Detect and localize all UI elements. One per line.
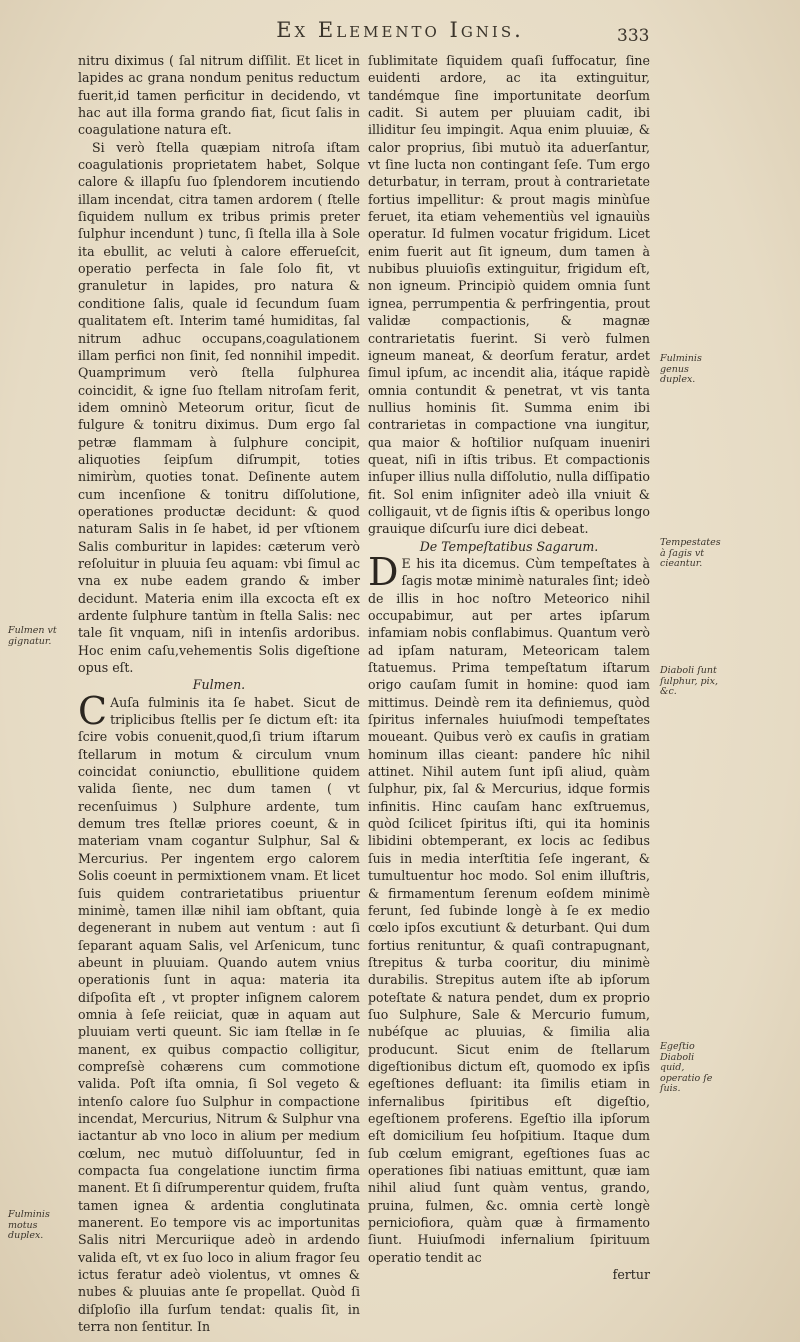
left-paragraph-2: Si verò ſtella quæpiam nitroſa iſtam coagulationis proprietatem habet, Solque calore & illapſu ſuo ſplendorem incutiendo illam incendat, citra tamen ardorem ( ſtelle ſiquidem nullum ex tribus primis preter ſulphur incendunt ) tunc, ſi ſtella illa à Sole ita ebullit, ac veluti à calore efferueſcit, operatio perfecta in ſale ſolo fit, vt granuletur in lapides, pro natura & conditione ſalis, quale id ſecundum ſuam qualitatem eſt. Interim tamé humiditas, ſal nitrum adhuc occupans,coagulationem illam perfici non ſinit, ſed nonnihil impedit. Quamprimum verò ſtella ſulphurea coincidit, & igne ſuo ſtellam nitroſam ferit, idem omninò Meteorum oritur, ſicut de fulgure & tonitru diximus. Dum ergo ſal petræ flammam à ſulphure concipit, aliquoties ſeipſum diſrumpit, toties nimirùm, quoties tonat. Deſinente autem cum incenſione & tonitru diſſolutione, operationes productæ decidunt: & quod naturam Salis in ſe habet, id per vſtionem Salis comburitur in lapides: cæterum verò reſoluitur in pluuia ſeu aquam: vbi ſimul ac vna ex nube eadem grando & imber decidunt. Materia enim illa excocta eſt ex ardente ſulphure tantùm in ſtella Salis: nec tale ſit vnquam, niſi in intenſis ardoribus. Hoc enim caſu,vehementis Solis digeſtione opus eſt.: [78, 139, 360, 676]
margin-note-fulmen-motus: Fulminis motus duplex.: [8, 1209, 50, 1241]
right-paragraph-1: ſublimitate ſiquidem quaſi ſuffocatur, ſine euidenti ardore, ac ita extinguitur, tandémque ſine importunitate deorſum cadit. Si autem per pluuiam cadit, ibi illiditur ſeu impingit. Aqua enim pluuiæ, & calor proprius, ſibi mutuò ita aduerſantur, vt ſine lucta non contingant ſeſe. Tum ergo deturbatur, in terram, prout à contrarietate fortius impellitur: & prout magis minùſue feruet, ita etiam vehementiùs vel ignauiùs operatur. Id fulmen vocatur frigidum. Licet enim fuerit aut ſit igneum, dum tamen à nubibus pluuioſis extinguitur, frigidum eſt, non igneum. Principiò quidem omnia ſunt ignea, perrumpentia & perfringentia, prout validæ compactionis, & magnæ contrarietatis fuerint. Si verò fulmen igneum maneat, & deorſum feratur, ardet ſimul ipſum, ac incendit alia, itáque rapidè omnia contundit & penetrat, vt vis tanta nullius hominis ſit. Summa enim ibi contrarietas in compactione vna iungitur, qua maior & hoſtilior nuſquam inueniri queat, niſi in iſtis tribus. Et compactionis inſuper illius nulla diſſolutio, nulla diſſipatio fit. Sol enim inſigniter adeò illa vniuit & colligauit, vt de ſignis iſtis & operibus longo grauique diſcurſu iure dici debeat.: [368, 53, 650, 537]
drop-cap-d: D: [368, 549, 399, 594]
margin-note-diaboli: Diaboli ſunt ſulphur, pix, &c.: [660, 665, 719, 697]
left-paragraph-3-text: Auſa fulminis ita ſe habet. Sicut de triplicibus ſtellis per ſe dictum eſt: ita ſcire vobis conuenit,quod,ſi trium iſtarum ſtellarum in motum & circulum vnum coincidat coniunctio, ebullitione quidem valida ſiente, nec dum tamen ( vt recenſuimus ) Sulphure ardente, tum demum tres ſtellæ priores coeunt, & in materiam vnam cogantur Sulphur, Sal & Mercurius. Per ingentem ergo calorem Solis coeunt in permixtionem vnam. Et licet ſuis quidem contrarietatibus priuentur minimè, tamen illæ nihil iam obſtant, quia degenerant in nubem aut ventum : aut ſi ſeparant aquam Salis, vel Arſenicum, tunc abeunt in pluuiam. Quando autem vnius operationis ſunt in aqua: materia ita diſpoſita eſt , vt propter inſignem calorem omnia à ſeſe reiiciat, quæ in aquam aut pluuiam verti queunt. Sic iam ſtellæ in ſe manent, ex quibus compactio colligitur, compreſsè cohærens cum commotione valida. Poſt iſta omnia, ſi Sol vegeto & intenſo calore ſuo Sulphur in compactione incendat, Mercurius, Nitrum & Sulphur vna iactantur ab vno loco in alium per medium cœlum, nec mutuò diſſoluuntur, ſed in compacta ſua congelatione iunctim firma manent. Et ſi diſrumperentur quidem, fruſta tamen ignea & ardentia conglutinata manerent. Eo tempore vis ac importunitas Salis nitri Mercuriique adeò in ardendo valida eſt, vt ex ſuo loco in alium fragor ſeu ictus feratur adeò violentus, vt omnes & nubes & pluuias ante ſe propellat. Quòd ſi diſploſio illa ſurſum tendat: qualis ſit, in terra non ſentitur. In: [78, 694, 360, 1335]
margin-note-fulminis-genus: Fulminis genus duplex.: [660, 353, 702, 385]
catchword: fertur: [612, 1267, 650, 1283]
margin-note-tempestates: Tempestates à ſagis vt cieantur.: [660, 537, 721, 569]
page-number: 333: [617, 26, 650, 46]
section-heading-tempestates: De Tempeſtatibus Sagarum.: [419, 538, 599, 554]
left-column: [78, 52, 360, 1335]
margin-note-fulmen: Fulmen vt gignatur.: [8, 625, 57, 647]
right-paragraph-2-text: E his ita dicemus. Cùm tempeſtates à ſagis motæ minimè naturales ſint; ideò de illis in hoc noſtro Meteorico nihil occupabimur, aut per artes ipſarum infamiam nobis conflabimus. Quantum verò ad ipſam naturam, Meteoricam talem ſtatuemus. Prima tempeſtatum iſtarum origo cauſam ſumit in homine: quod iam mittimus. Deindè rem ita definiemus, quòd ſpiritus infernales huiuſmodi tempeſtates moueant. Quibus verò ex cauſis in gratiam hominum illas cieant: pandere hîc nihil attinet. Nihil autem ſunt ipſi aliud, quàm ſulphur, pix, ſal & Mercurius, idque formis infinitis. Hinc cauſam hanc exſtruemus, quòd ſcilicet ſpiritus iſti, qui ita hominis libidini obtemperant, ex locis ac ſedibus ſuis in media interſtitia ſeſe ingerant, & tumultuentur hoc modo. Sol enim illuſtris, & firmamentum ſerenum eoſdem minimè ferunt, ſed ſubinde longè à ſe ex medio cœlo ipſos excutiunt & deturbant. Qui dum fortius renituntur, & quaſi contrapugnant, ſtrepitus & turba cooritur, diu minimè durabilis. Strepitus autem iſte ab ipſorum poteſtate & natura pendet, dum ex proprio ſuo Sulphure, Sale & Mercurio fumum, nubéſque ac pluuias, & ſimilia alia producunt. Sicut enim de ſtellarum digeſtionibus dictum eſt, quomodo ex ipſis egeſtiones defluant: ita ſimilis etiam in infernalibus ſpiritibus eſt digeſtio, egeſtionem proferens. Egeſtio illa ipſorum eſt domicilium ſeu hoſpitium. Itaque dum ſub cœlum emigrant, egeſtiones ſuas ac operationes ſibi natiuas emittunt, quæ iam nihil aliud ſunt quàm ventus, grando, pruina, fulmen, &c. omnia certè longè perniciofiora, quàm quæ à firmamento ſiunt. Huiuſmodi infernalium ſpirituum operatio tendit ac: [368, 555, 650, 1265]
margin-note-egestio: Egeſtio Diaboli quid, operatio ſe ſuis.: [660, 1041, 713, 1094]
right-paragraph-2: [368, 549, 650, 1266]
running-header: Ex Elemento Ignis.: [276, 18, 524, 42]
right-column: [368, 52, 650, 1283]
section-heading-fulmen: Fulmen.: [192, 677, 246, 693]
drop-cap-c: C: [78, 688, 108, 733]
left-paragraph-3: [78, 688, 360, 1336]
left-paragraph-1: nitru diximus ( ſal nitrum diſſilit. Et licet in lapides ac grana nondum penitus reductum fuerit,id tamen perficitur in decidendo, vt hac aut illa forma grando fiat, ſicut ſalis in coagulatione natura eſt.: [78, 53, 360, 138]
